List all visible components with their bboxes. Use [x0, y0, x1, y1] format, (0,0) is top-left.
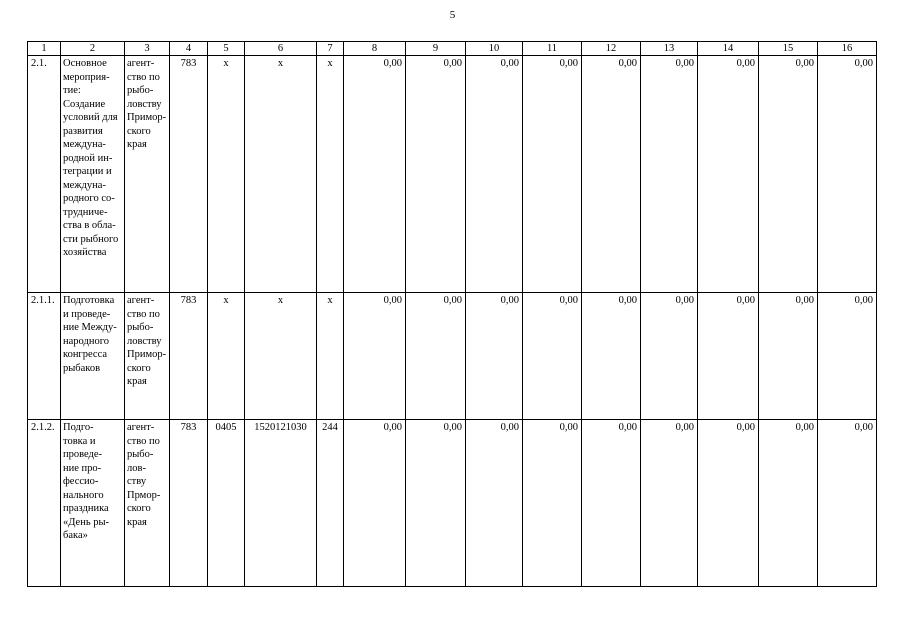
value-cell: 0,00 — [582, 293, 641, 420]
agency-cell — [125, 56, 170, 293]
agency-cell — [125, 420, 170, 587]
cell-line: тие: — [63, 85, 81, 96]
value-cell: 0,00 — [523, 56, 582, 293]
cell-line: бака» — [63, 530, 88, 541]
value-cell: 0,00 — [466, 420, 523, 587]
value-cell: 0,00 — [818, 293, 877, 420]
value-cell: 0,00 — [818, 420, 877, 587]
row-number-cell: 2.1.2. — [28, 420, 61, 587]
agency-cell — [125, 293, 170, 420]
expense-type-cell: х — [317, 293, 344, 420]
cell-line: народного — [63, 335, 109, 347]
value-cell: 0,00 — [406, 293, 466, 420]
cell-line: ство по — [127, 435, 160, 447]
cell-line: Подго- — [63, 422, 94, 433]
header-cell: 14 — [698, 42, 759, 56]
section-cell: 0405 — [208, 420, 245, 587]
budget-table — [27, 41, 877, 587]
cell-line: трудниче- — [63, 206, 108, 218]
value-cell: 0,00 — [344, 56, 406, 293]
cell-line: агент- — [127, 295, 155, 306]
value-cell: 0,00 — [344, 420, 406, 587]
expense-type-cell: 244 — [317, 420, 344, 587]
cell-line: ловству — [127, 335, 162, 347]
value-cell: 0,00 — [759, 293, 818, 420]
cell-line: праздника — [63, 503, 109, 514]
header-cell: 5 — [208, 42, 245, 56]
value-cell: 0,00 — [698, 420, 759, 587]
value-cell: 0,00 — [523, 420, 582, 587]
value-cell: 0,00 — [344, 293, 406, 420]
cell-line: агент- — [127, 58, 155, 69]
value-cell: 0,00 — [523, 293, 582, 420]
value-cell: 0,00 — [698, 293, 759, 420]
cell-line: теграции и — [63, 166, 112, 177]
cell-line: сти рыбного — [63, 233, 119, 245]
cell-line: междуна- — [63, 179, 106, 191]
cell-line: проведе- — [63, 449, 103, 460]
value-cell: 0,00 — [698, 56, 759, 293]
cell-line: ние про- — [63, 462, 102, 474]
cell-line: рыбо- — [127, 449, 154, 460]
cell-line: ловству — [127, 98, 162, 110]
cell-line: края — [127, 376, 147, 387]
cell-line: хозяйства — [63, 247, 107, 258]
value-cell: 0,00 — [406, 420, 466, 587]
value-cell: 0,00 — [641, 56, 698, 293]
header-cell: 6 — [245, 42, 317, 56]
cell-line: края — [127, 139, 147, 150]
target-article-cell: 1520121030 — [245, 420, 317, 587]
value-cell: 0,00 — [759, 420, 818, 587]
activity-name-cell — [61, 293, 125, 420]
cell-line: развития — [63, 125, 103, 137]
value-cell: 0,00 — [406, 56, 466, 293]
cell-line: ского — [127, 125, 151, 137]
table-row — [28, 56, 877, 293]
table-row — [28, 293, 877, 420]
activity-name-cell — [61, 420, 125, 587]
header-cell: 1 — [28, 42, 61, 56]
target-article-cell: х — [245, 56, 317, 293]
cell-line: условий для — [63, 112, 118, 123]
header-cell: 12 — [582, 42, 641, 56]
cell-line: Подготовка — [63, 295, 115, 306]
cell-line: ство по — [127, 308, 160, 320]
header-cell: 15 — [759, 42, 818, 56]
cell-line: родной ин- — [63, 152, 113, 164]
header-cell: 2 — [61, 42, 125, 56]
cell-line: ского — [127, 503, 151, 514]
cell-line: агент- — [127, 422, 155, 433]
expense-type-cell: х — [317, 56, 344, 293]
value-cell: 0,00 — [466, 293, 523, 420]
code-cell: 783 — [170, 293, 208, 420]
cell-line: ству — [127, 476, 147, 487]
target-article-cell: х — [245, 293, 317, 420]
cell-line: края — [127, 516, 147, 528]
value-cell: 0,00 — [641, 420, 698, 587]
cell-line: ство по — [127, 71, 160, 83]
cell-line: «День ры- — [63, 516, 110, 528]
cell-line: ского — [127, 362, 151, 374]
cell-line: нального — [63, 489, 104, 501]
cell-line: Основное — [63, 58, 107, 69]
activity-name-cell — [61, 56, 125, 293]
header-cell: 3 — [125, 42, 170, 56]
cell-line: товка и — [63, 435, 96, 447]
cell-line: конгресса — [63, 349, 108, 360]
cell-line: Создание — [63, 98, 106, 110]
cell-line: мероприя- — [63, 71, 110, 83]
code-cell: 783 — [170, 56, 208, 293]
cell-line: лов- — [127, 462, 146, 474]
header-cell: 11 — [523, 42, 582, 56]
header-cell: 16 — [818, 42, 877, 56]
row-number-cell: 2.1.1. — [28, 293, 61, 420]
cell-line: ства в обла- — [63, 220, 116, 231]
page-number: 5 — [449, 9, 456, 21]
header-cell: 8 — [344, 42, 406, 56]
code-cell: 783 — [170, 420, 208, 587]
cell-line: междуна- — [63, 139, 106, 150]
value-cell: 0,00 — [466, 56, 523, 293]
header-cell: 13 — [641, 42, 698, 56]
value-cell: 0,00 — [818, 56, 877, 293]
section-cell: х — [208, 56, 245, 293]
cell-line: Примор- — [127, 112, 167, 123]
section-cell: х — [208, 293, 245, 420]
header-cell: 10 — [466, 42, 523, 56]
header-cell: 9 — [406, 42, 466, 56]
cell-line: и проведе- — [63, 308, 111, 320]
header-cell: 7 — [317, 42, 344, 56]
cell-line: рыбаков — [63, 362, 101, 374]
header-cell: 4 — [170, 42, 208, 56]
row-number-cell: 2.1. — [28, 56, 61, 293]
cell-line: рыбо- — [127, 322, 154, 333]
value-cell: 0,00 — [759, 56, 818, 293]
value-cell: 0,00 — [641, 293, 698, 420]
table-row — [28, 420, 877, 587]
cell-line: Прмор- — [127, 489, 161, 501]
header-row — [28, 42, 877, 56]
cell-line: рыбо- — [127, 85, 154, 96]
cell-line: родного со- — [63, 193, 115, 204]
cell-line: фессио- — [63, 476, 99, 487]
cell-line: ние Между- — [63, 322, 117, 333]
cell-line: Примор- — [127, 349, 167, 360]
value-cell: 0,00 — [582, 56, 641, 293]
value-cell: 0,00 — [582, 420, 641, 587]
